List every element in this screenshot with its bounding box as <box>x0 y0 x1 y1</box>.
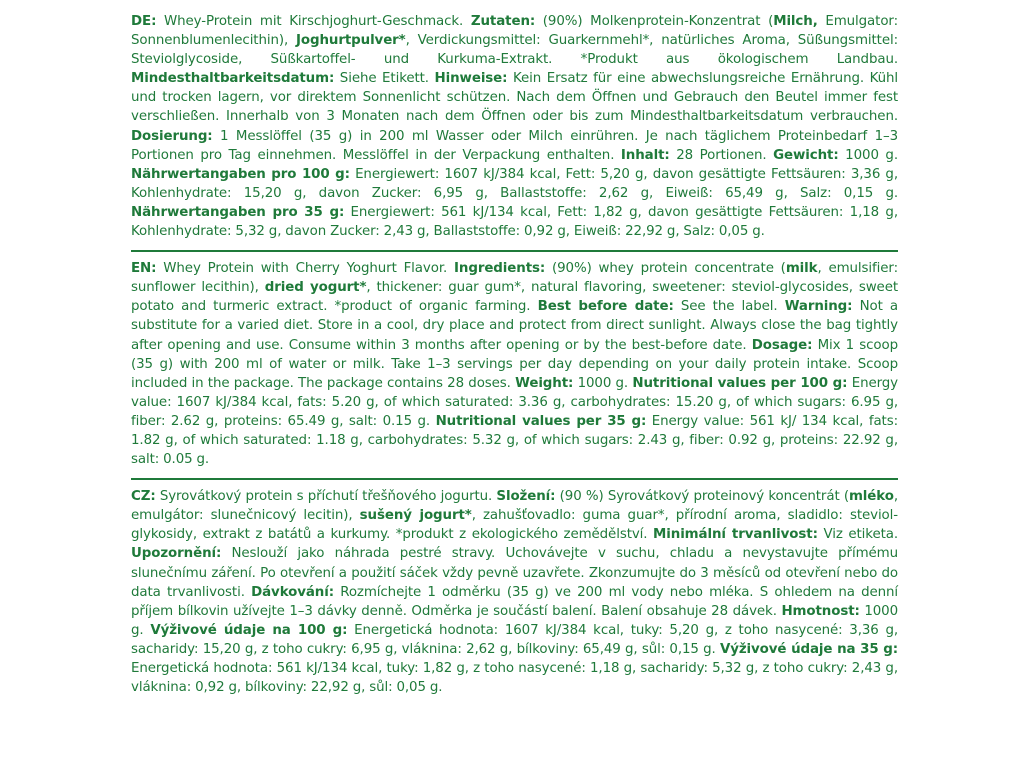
label-heading: milk <box>785 261 818 277</box>
label-text: Neslouží jako náhrada pestré stravy. Uchovávejte v suchu, chladu a nevystavujte přímému slunečnímu záření. Po otevření a použití sáček vždy pevně uzavřete. Zkonzumujte do 3 měsíců od otevření nebo do data trvanlivosti. <box>131 546 898 600</box>
label-heading: Nutritional values per 100 g: <box>632 375 848 391</box>
section-divider <box>131 478 898 480</box>
label-text: Syrovátkový protein s příchutí třešňového jogurtu. <box>155 489 497 505</box>
label-heading: Weight: <box>515 375 574 391</box>
label-text: 1 Messlöffel (35 g) in 200 ml Wasser oder Milch einrühren. Je nach täglichem Proteinbedarf 1–3 Portionen pro Tag einnehmen. Messlöffel in der Verpackung enthalten. <box>131 128 898 163</box>
label-text: 1000 g. <box>838 147 898 163</box>
label-heading: Nährwertangaben pro 35 g: <box>131 204 345 220</box>
label-heading: Dosierung: <box>131 128 213 144</box>
label-text: Energetická hodnota: 561 kJ/134 kcal, tuky: 1,82 g, z toho nasycené: 1,18 g, sacharidy: 5,32 g, z toho cukry: 2,43 g, vláknina: 0,92 g, bílkoviny: 22,92 g, sůl: 0,05 g. <box>131 661 898 696</box>
label-heading: Inhalt: <box>620 147 670 163</box>
label-heading: Hinweise: <box>434 71 508 87</box>
label-heading: Mindesthaltbarkeitsdatum: <box>131 71 335 87</box>
label-text: Emulgator: Sonnenblumenlecithin), <box>131 14 898 49</box>
label-text: Mix 1 scoop (35 g) with 200 ml of water or milk. Take 1–3 servings per day depending on your daily protein intake. Scoop included in the package. The package contains 28 doses. <box>131 337 898 391</box>
label-text: Not a substitute for a varied diet. Store in a cool, dry place and protect from direct sunlight. Always close the bag tightly after opening and use. Consume within 3 months after opening or by the best-before date. <box>131 299 898 353</box>
section-cz <box>131 487 898 697</box>
label-text: Kein Ersatz für eine abwechslungsreiche Ernährung. Kühl und trocken lagern, vor direktem Sonnenlicht schützen. Nach dem Öffnen und Gebrauch den Beutel immer fest verschließen. Innerhalb von 3 Monaten nach dem Öffnen oder bis zum Mindesthaltbarkeitsdatum verbrauchen. <box>131 71 898 125</box>
label-heading: EN: <box>131 261 157 277</box>
label-text: Whey-Protein mit Kirschjoghurt-Geschmack. <box>156 14 471 29</box>
section-en <box>131 259 898 469</box>
label-heading: CZ: <box>131 489 156 505</box>
label-text: , emulsifier: sunflower lecithin), <box>131 261 899 296</box>
label-text: , emulgátor: slunečnicový lecitin), <box>131 489 898 524</box>
label-heading: Výživové údaje na 35 g: <box>719 641 899 657</box>
label-text: Energy value: 561 kJ/ 134 kcal, fats: 1.82 g, of which saturated: 1.18 g, carbohydrates: 5.32 g, of which sugars: 2.43 g, fiber: 0.92 g, proteins: 22.92 g, salt: 0.05 g. <box>131 413 898 468</box>
label-heading: Upozornění: <box>131 546 222 562</box>
label-heading: Best before date: <box>537 299 674 315</box>
label-text: (90 %) Syrovátkový proteinový koncentrát ( <box>555 489 849 505</box>
label-heading: Zutaten: <box>470 14 536 29</box>
label-heading: Minimální trvanlivost: <box>653 527 818 543</box>
label-text: (90%) whey protein concentrate ( <box>545 261 786 277</box>
label-text: 1000 g. <box>573 375 633 391</box>
label-text: (90%) Molkenprotein-Konzentrat ( <box>535 14 774 29</box>
label-heading: mléko <box>848 489 894 505</box>
product-label <box>131 12 898 697</box>
label-text: 1000 g. <box>131 603 899 638</box>
label-text: Energy value: 1607 kJ/384 kcal, fats: 5.20 g, of which saturated: 3.36 g, carbohydrates: 15.20 g, of which sugars: 6.95 g, fiber: 2.62 g, proteins: 65.49 g, salt: 0.15 g. <box>131 375 898 429</box>
label-heading: Hmotnost: <box>781 603 860 619</box>
label-heading: Milch, <box>773 14 818 29</box>
label-heading: Nährwertangaben pro 100 g: <box>131 166 350 182</box>
label-heading: Ingredients: <box>454 261 546 277</box>
label-heading: Warning: <box>784 299 853 315</box>
label-heading: Gewicht: <box>773 147 839 163</box>
label-text: , Verdickungsmittel: Guarkernmehl*, natürliches Aroma, Süßungsmittel: Steviolglycoside, Süßkartoffel- und Kurkuma-Extrakt. *Produkt aus ökologischem Landbau. <box>131 33 898 68</box>
label-heading: Nutritional values per 35 g: <box>435 413 647 429</box>
label-text: See the label. <box>673 299 785 315</box>
label-heading: Složení: <box>496 489 556 505</box>
label-heading: Joghurtpulver* <box>296 33 406 49</box>
label-heading: Výživové údaje na 100 g: <box>150 622 348 638</box>
label-text: , zahušťovadlo: guma guar*, přírodní aroma, sladidlo: steviol-glykosidy, extrakt z batátů a kurkumy. *produkt z ekologického zemědělství. <box>131 508 899 543</box>
label-heading: DE: <box>131 14 157 29</box>
label-text: 28 Portionen. <box>669 147 774 163</box>
label-text: Energiewert: 1607 kJ/384 kcal, Fett: 5,20 g, davon gesättigte Fettsäuren: 3,36 g, Kohlenhydrate: 15,20 g, davon Zucker: 6,95 g, Ballaststoffe: 2,62 g, Eiweiß: 65,49 g, Salz: 0,15 g. <box>131 166 898 201</box>
section-divider <box>131 250 898 252</box>
label-text: Viz etiketa. <box>817 527 898 543</box>
label-text: Whey Protein with Cherry Yoghurt Flavor. <box>156 261 455 277</box>
label-heading: Dávkování: <box>251 584 334 600</box>
label-text: Siehe Etikett. <box>334 71 435 87</box>
section-de <box>131 12 898 241</box>
label-heading: dried yogurt* <box>264 280 367 296</box>
label-text: Rozmíchejte 1 odměrku (35 g) ve 200 ml vody nebo mléka. S ohledem na denní příjem bílkovin užívejte 1–3 dávky denně. Odměrka je součástí balení. Balení obsahuje 28 dávek. <box>131 584 899 619</box>
label-heading: sušený jogurt* <box>359 508 472 524</box>
label-text: Energiewert: 561 kJ/134 kcal, Fett: 1,82 g, davon gesättigte Fettsäuren: 1,18 g, Kohlenhydrate: 5,32 g, davon Zucker: 2,43 g, Ballaststoffe: 0,92 g, Eiweiß: 22,92 g, Salz: 0,05 g. <box>131 204 898 240</box>
label-text: Energetická hodnota: 1607 kJ/384 kcal, tuky: 5,20 g, z toho nasycené: 3,36 g, sacharidy: 15,20 g, z toho cukry: 6,95 g, vláknina: 2,62 g, bílkoviny: 65,49 g, sůl: 0,15 g. <box>131 622 899 657</box>
label-heading: Dosage: <box>751 337 813 353</box>
label-text: , thickener: guar gum*, natural flavoring, sweetener: steviol-glycosides, sweet potato and turmeric extract. *product of organic farming. <box>131 280 898 315</box>
